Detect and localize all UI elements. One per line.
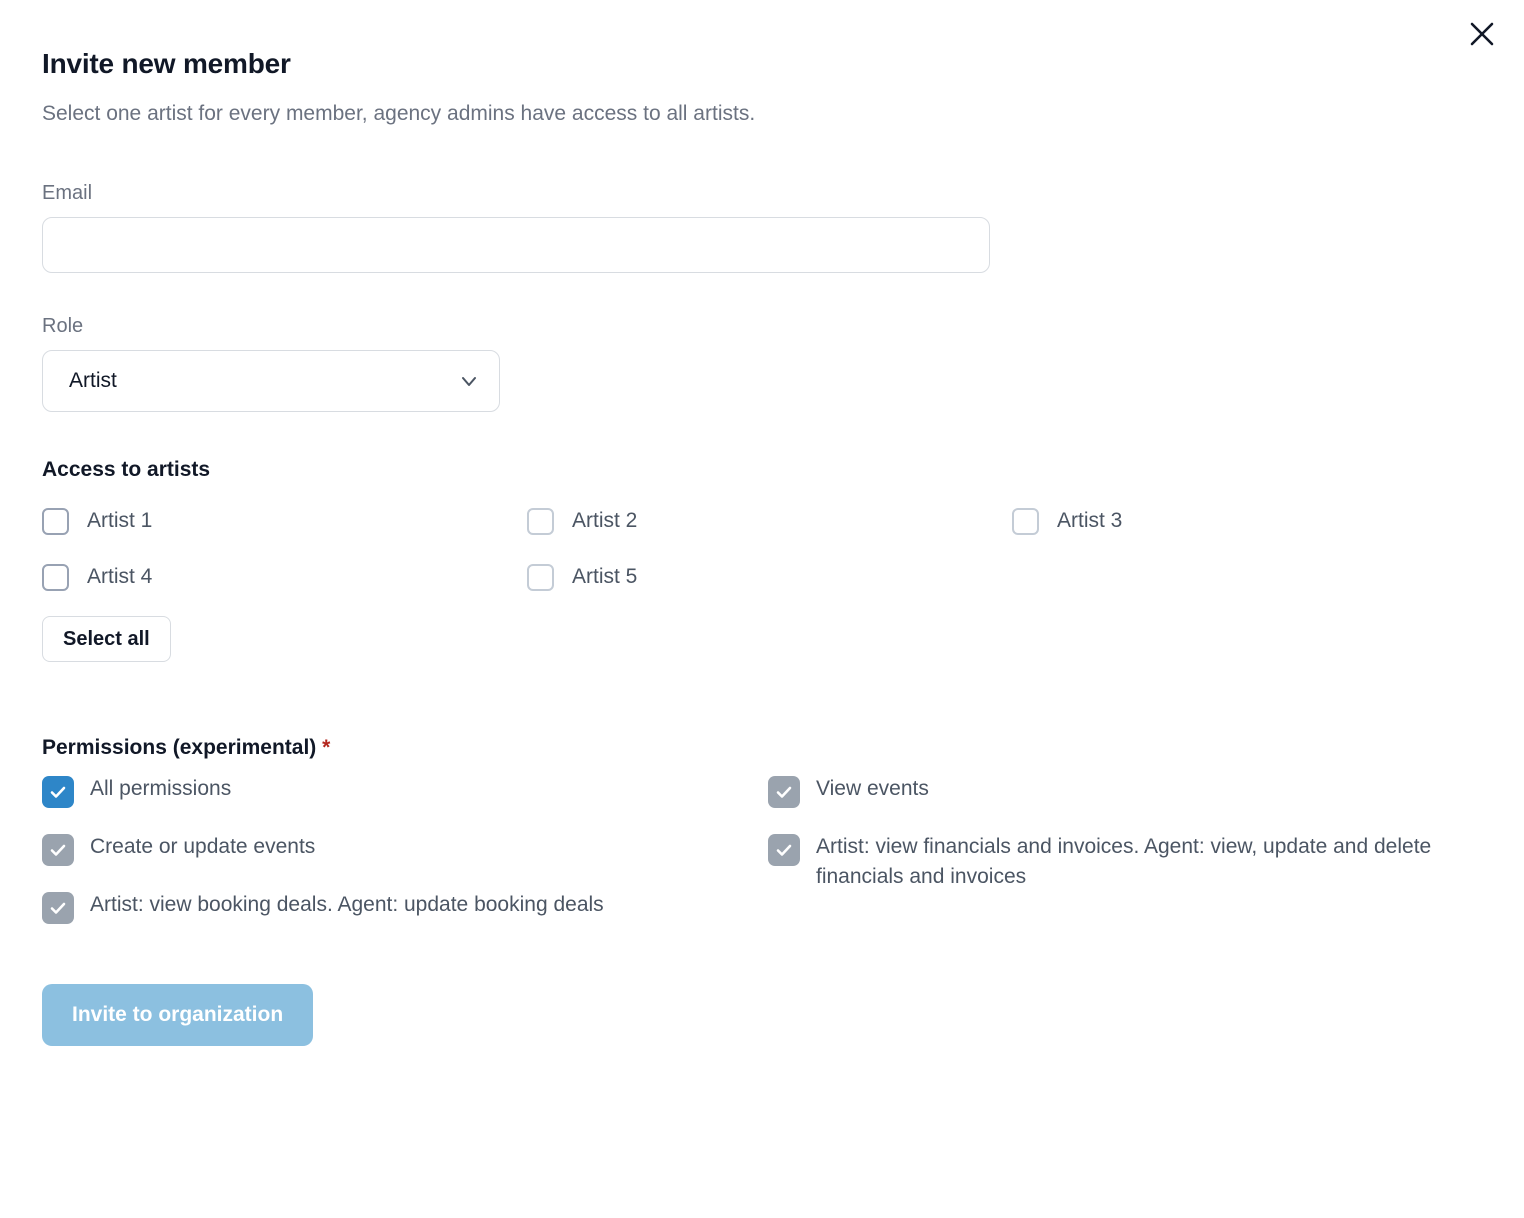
select-all-button[interactable]: Select all [42, 616, 171, 662]
role-label: Role [42, 315, 84, 337]
permission-label: Create or update events [90, 835, 316, 858]
artist-checkbox-2[interactable] [527, 498, 1012, 544]
permission-label: Artist: view financials and invoices. Agent: view, update and delete financials and invoices [816, 835, 1432, 888]
permissions-title-text: Permissions (experimental) [42, 736, 317, 759]
artist-label: Artist 1 [87, 509, 153, 532]
checkbox-icon[interactable] [527, 508, 554, 535]
email-label: Email [42, 182, 93, 204]
checkbox-icon[interactable] [42, 508, 69, 535]
permissions-column-right [768, 774, 1494, 948]
email-field[interactable] [42, 217, 990, 273]
checkbox-checked-icon[interactable] [768, 834, 800, 866]
permission-all-permissions[interactable] [42, 774, 768, 808]
artist-label: Artist 4 [87, 565, 153, 588]
permissions-column-left [42, 774, 768, 948]
permission-financials-invoices[interactable] [768, 832, 1494, 892]
checkbox-icon[interactable] [42, 564, 69, 591]
checkbox-checked-icon[interactable] [42, 892, 74, 924]
artist-checkbox-grid [42, 498, 1482, 600]
role-selected-value: Artist [69, 369, 117, 392]
permission-booking-deals[interactable] [42, 890, 768, 924]
checkbox-icon[interactable] [1012, 508, 1039, 535]
artist-checkbox-3[interactable] [1012, 498, 1497, 544]
checkbox-checked-icon[interactable] [42, 776, 74, 808]
permission-create-update-events[interactable] [42, 832, 768, 866]
checkbox-icon[interactable] [527, 564, 554, 591]
artist-checkbox-1[interactable] [42, 498, 527, 544]
permission-label: Artist: view booking deals. Agent: update booking deals [90, 893, 604, 916]
chevron-down-icon [457, 369, 481, 393]
permissions-title [42, 736, 1482, 760]
permission-label: View events [816, 777, 929, 800]
access-to-artists-title: Access to artists [42, 458, 211, 481]
close-icon[interactable] [1462, 14, 1502, 54]
role-select[interactable] [42, 350, 500, 412]
checkbox-checked-icon[interactable] [42, 834, 74, 866]
artist-label: Artist 5 [572, 565, 638, 588]
modal-subtitle: Select one artist for every member, agency admins have access to all artists. [42, 102, 756, 125]
artist-label: Artist 2 [572, 509, 638, 532]
permission-label: All permissions [90, 777, 232, 800]
permission-view-events[interactable] [768, 774, 1494, 808]
artist-label: Artist 3 [1057, 509, 1123, 532]
artist-checkbox-4[interactable] [42, 554, 527, 600]
page-title: Invite new member [42, 48, 291, 79]
artist-checkbox-5[interactable] [527, 554, 1012, 600]
checkbox-checked-icon[interactable] [768, 776, 800, 808]
permissions-grid [42, 774, 1482, 948]
required-marker: * [322, 736, 331, 759]
role-select-wrapper [42, 350, 500, 412]
invite-to-organization-button[interactable]: Invite to organization [42, 984, 313, 1046]
